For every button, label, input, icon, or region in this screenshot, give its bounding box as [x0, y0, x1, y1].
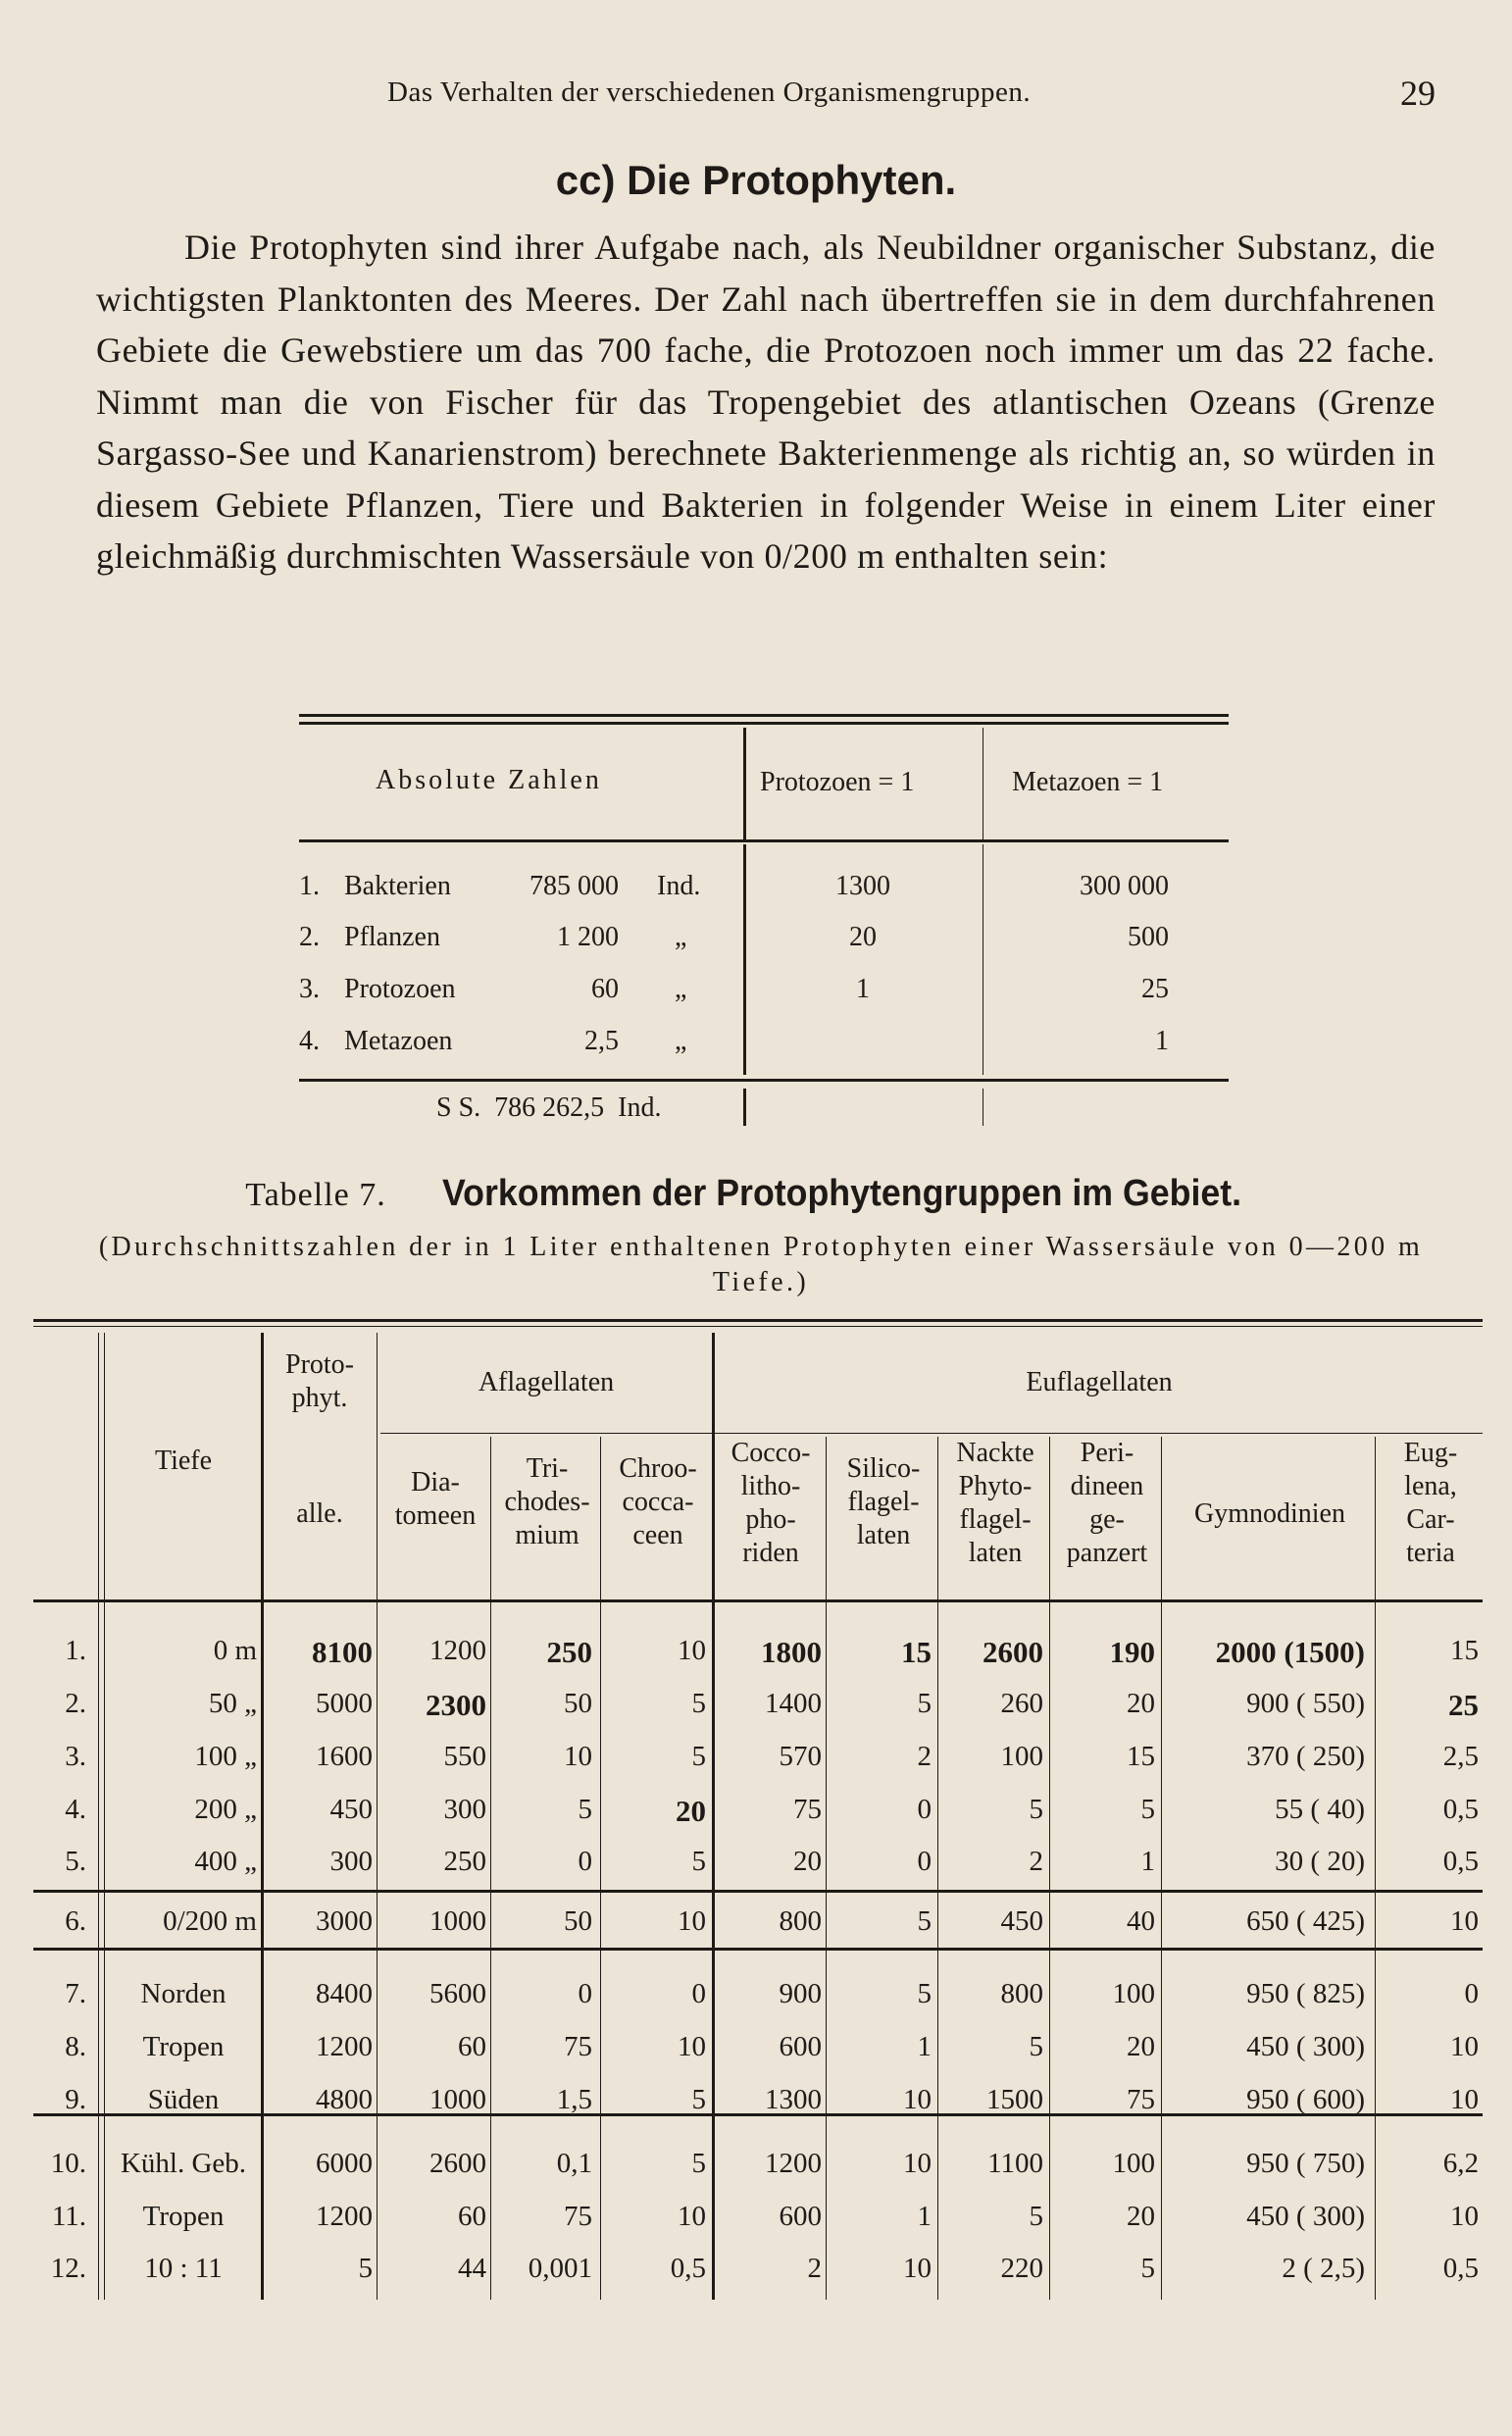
- table1-cell-unit: „: [675, 974, 687, 1004]
- table2-cell-nackte: 5: [1029, 2031, 1043, 2062]
- table2-cell-num: 2.: [65, 1688, 86, 1719]
- table-note: (Durchschnittszahlen der in 1 Liter enthaltenen Protophyten einer Wassersäule von 0—200 m Tiefe.): [98, 1232, 1424, 1297]
- table2-cell-eug: 0,5: [1442, 1846, 1479, 1877]
- protophyten-table: [33, 1319, 1483, 2300]
- header-peridineen: Peri- dineen ge- panzert: [1066, 1438, 1148, 1568]
- table2-cell-peri: 100: [1112, 2148, 1155, 2179]
- table2-cell-num: 9.: [65, 2084, 86, 2115]
- table2-row: [33, 2253, 1483, 2304]
- header-metazoen: Metazoen = 1: [1012, 767, 1164, 797]
- table2-cell-gymno: 650 ( 425): [1246, 1905, 1365, 1937]
- table2-row: [33, 1978, 1483, 2029]
- table2-cell-nackte: 5: [1029, 1794, 1043, 1825]
- table2-row: [33, 1741, 1483, 1792]
- table2-cell-gymno: 450 ( 300): [1246, 2201, 1365, 2232]
- table2-cell-tiefe: Tropen: [142, 2201, 225, 2232]
- table2-cell-dia: 2300: [426, 1688, 486, 1722]
- table2-cell-gymno: 950 ( 600): [1246, 2084, 1365, 2115]
- table2-cell-chroo: 5: [691, 1741, 706, 1772]
- table2-cell-chroo: 0: [691, 1978, 706, 2009]
- table2-cell-peri: 100: [1112, 1978, 1155, 2009]
- table2-cell-alle: 1200: [316, 2031, 373, 2062]
- table2-cell-tiefe: 100 „: [194, 1741, 257, 1772]
- table2-cell-gymno: 30 ( 20): [1275, 1846, 1365, 1877]
- table2-cell-eug: 2,5: [1442, 1741, 1479, 1772]
- table2-cell-dia: 60: [458, 2031, 486, 2062]
- table2-cell-alle: 1200: [316, 2201, 373, 2232]
- table1-cell-unit: Ind.: [657, 871, 701, 901]
- table2-cell-dia: 5600: [429, 1978, 486, 2009]
- table1-cell-name: Pflanzen: [344, 922, 440, 952]
- table2-cell-silico: 1: [917, 2031, 932, 2062]
- table2-cell-tiefe: 0 m: [213, 1635, 257, 1666]
- table2-cell-chroo: 10: [678, 1905, 706, 1937]
- table1-cell-unit: „: [675, 922, 687, 952]
- table2-cell-gymno: 370 ( 250): [1246, 1741, 1365, 1772]
- page-number: 29: [1400, 74, 1436, 113]
- table2-cell-cocco: 1200: [765, 2148, 822, 2179]
- table2-cell-num: 5.: [65, 1846, 86, 1877]
- table2-cell-tiefe: Norden: [140, 1978, 227, 2009]
- table1-cell-value: 785 000: [529, 871, 619, 901]
- table2-cell-nackte: 5: [1029, 2201, 1043, 2232]
- table1-cell-value: 2,5: [584, 1026, 619, 1056]
- table2-cell-tiefe: Süden: [147, 2084, 220, 2115]
- table1-cell-metazoen: 1: [1155, 1026, 1169, 1056]
- table2-cell-tri: 250: [546, 1635, 592, 1669]
- table2-cell-dia: 550: [443, 1741, 486, 1772]
- table2-cell-silico: 2: [917, 1741, 932, 1772]
- table2-cell-peri: 20: [1127, 1688, 1155, 1719]
- table1-cell-metazoen: 500: [1128, 922, 1169, 952]
- table2-cell-dia: 300: [443, 1794, 486, 1825]
- table2-cell-tri: 75: [564, 2031, 592, 2062]
- header-aflagellaten: Aflagellaten: [478, 1367, 615, 1397]
- table1-cell-metazoen: 300 000: [1080, 871, 1169, 901]
- table2-cell-cocco: 20: [793, 1846, 822, 1877]
- table2-cell-nackte: 100: [1000, 1741, 1043, 1772]
- sum-row: S S. 786 262,5 Ind.: [436, 1092, 662, 1123]
- table2-cell-tiefe: Kühl. Geb.: [120, 2148, 247, 2179]
- table2-cell-alle: 6000: [316, 2148, 373, 2179]
- table2-cell-gymno: 55 ( 40): [1275, 1794, 1365, 1825]
- table2-cell-tri: 0: [578, 1846, 592, 1877]
- header-euglena: Eug- lena, Car- teria: [1403, 1438, 1458, 1568]
- table2-cell-chroo: 10: [678, 2031, 706, 2062]
- table2-cell-num: 3.: [65, 1741, 86, 1772]
- table1-row: [299, 974, 1229, 1025]
- table2-cell-eug: 0,5: [1442, 2253, 1479, 2284]
- absolute-numbers-table: [299, 714, 1229, 1126]
- table2-cell-tiefe: 50 „: [208, 1688, 257, 1719]
- table2-cell-cocco: 600: [779, 2201, 822, 2232]
- table2-cell-gymno: 950 ( 825): [1246, 1978, 1365, 2009]
- table1-cell-unit: „: [675, 1026, 687, 1056]
- table1-cell-num: 3.: [299, 974, 320, 1004]
- table2-cell-dia: 1000: [429, 2084, 486, 2115]
- table2-row: [33, 1846, 1483, 1897]
- body-paragraph: [96, 222, 1436, 583]
- table2-cell-silico: 10: [903, 2148, 932, 2179]
- table2-cell-chroo: 0,5: [670, 2253, 706, 2284]
- table2-cell-tri: 50: [564, 1688, 592, 1719]
- table2-cell-alle: 8100: [312, 1635, 373, 1669]
- table2-cell-cocco: 900: [779, 1978, 822, 2009]
- header-alle: alle.: [296, 1498, 343, 1529]
- header-absolute: Absolute Zahlen: [376, 765, 602, 795]
- table2-cell-gymno: 900 ( 550): [1246, 1688, 1365, 1719]
- header-coccolithophoriden: Cocco- litho- pho- riden: [731, 1438, 811, 1568]
- table2-cell-tri: 10: [564, 1741, 592, 1772]
- table1-cell-name: Protozoen: [344, 974, 456, 1004]
- table2-cell-silico: 15: [901, 1635, 932, 1669]
- table2-cell-chroo: 5: [691, 2148, 706, 2179]
- table2-cell-tiefe: 0/200 m: [163, 1905, 257, 1937]
- table2-cell-num: 6.: [65, 1905, 86, 1937]
- table2-cell-num: 10.: [50, 2148, 86, 2179]
- table2-cell-chroo: 10: [678, 1635, 706, 1666]
- table2-cell-num: 11.: [51, 2201, 86, 2232]
- table2-cell-alle: 4800: [316, 2084, 373, 2115]
- table2-cell-dia: 250: [443, 1846, 486, 1877]
- table2-cell-dia: 44: [458, 2253, 486, 2284]
- running-head: Das Verhalten der verschiedenen Organismengruppen.: [387, 76, 1032, 108]
- table2-cell-num: 12.: [50, 2253, 86, 2284]
- table2-cell-num: 8.: [65, 2031, 86, 2062]
- header-nackte: Nackte Phyto- flagel- laten: [956, 1438, 1034, 1568]
- table1-row: [299, 922, 1229, 973]
- table2-cell-tri: 1,5: [556, 2084, 592, 2115]
- table2-cell-silico: 1: [917, 2201, 932, 2232]
- table2-cell-cocco: 570: [779, 1741, 822, 1772]
- table2-cell-tiefe: 200 „: [194, 1794, 257, 1825]
- table2-row: [33, 2031, 1483, 2082]
- table1-cell-num: 1.: [299, 871, 320, 901]
- table1-cell-num: 4.: [299, 1026, 320, 1056]
- table2-cell-peri: 75: [1127, 2084, 1155, 2115]
- table2-cell-cocco: 2: [807, 2253, 822, 2284]
- table2-row: [33, 2148, 1483, 2199]
- table1-cell-name: Metazoen: [344, 1026, 453, 1056]
- header-silicoflagellaten: Silico- flagel- laten: [846, 1453, 921, 1550]
- table2-cell-silico: 10: [903, 2084, 932, 2115]
- table2-cell-tri: 5: [578, 1794, 592, 1825]
- table2-cell-nackte: 1100: [987, 2148, 1043, 2179]
- header-trichodesmium: Tri- chodes- mium: [504, 1453, 590, 1550]
- table2-row: [33, 1794, 1483, 1845]
- table2-cell-nackte: 2600: [983, 1635, 1043, 1669]
- table2-cell-eug: 25: [1448, 1688, 1479, 1722]
- table1-cell-protozoen: 1300: [835, 871, 890, 901]
- table2-row: [33, 1688, 1483, 1739]
- header-euflagellaten: Euflagellaten: [1026, 1367, 1173, 1397]
- table2-cell-peri: 5: [1140, 1794, 1155, 1825]
- table2-row: [33, 2201, 1483, 2252]
- table2-cell-alle: 300: [329, 1846, 373, 1877]
- section-title: cc) Die Protophyten.: [555, 157, 957, 203]
- table2-cell-eug: 0: [1464, 1978, 1479, 2009]
- table2-cell-alle: 5: [358, 2253, 373, 2284]
- table2-cell-chroo: 20: [676, 1794, 706, 1828]
- table2-cell-silico: 0: [917, 1794, 932, 1825]
- table2-row: [33, 2084, 1483, 2135]
- table2-cell-gymno: 2 ( 2,5): [1282, 2253, 1365, 2284]
- table2-cell-eug: 10: [1450, 1905, 1479, 1937]
- table2-cell-alle: 3000: [316, 1905, 373, 1937]
- table2-cell-num: 1.: [65, 1635, 86, 1666]
- header-protozoen: Protozoen = 1: [760, 767, 915, 797]
- table2-cell-num: 7.: [65, 1978, 86, 2009]
- table2-cell-eug: 10: [1450, 2201, 1479, 2232]
- table2-cell-tri: 50: [564, 1905, 592, 1937]
- table2-cell-tri: 0,001: [528, 2253, 592, 2284]
- table2-cell-gymno: 2000 (1500): [1215, 1635, 1365, 1669]
- table2-cell-alle: 1600: [316, 1741, 373, 1772]
- table2-cell-nackte: 1500: [986, 2084, 1043, 2115]
- table2-cell-chroo: 5: [691, 1846, 706, 1877]
- table2-cell-num: 4.: [65, 1794, 86, 1825]
- table2-cell-silico: 10: [903, 2253, 932, 2284]
- table2-cell-cocco: 1800: [761, 1635, 822, 1669]
- table2-cell-eug: 10: [1450, 2084, 1479, 2115]
- table2-cell-nackte: 260: [1000, 1688, 1043, 1719]
- table1-cell-name: Bakterien: [344, 871, 451, 901]
- table2-cell-tri: 0: [578, 1978, 592, 2009]
- table2-cell-silico: 5: [917, 1688, 932, 1719]
- table2-cell-cocco: 75: [793, 1794, 822, 1825]
- table2-cell-cocco: 800: [779, 1905, 822, 1937]
- table2-cell-eug: 6,2: [1442, 2148, 1479, 2179]
- table2-cell-peri: 5: [1140, 2253, 1155, 2284]
- table2-cell-dia: 1200: [429, 1635, 486, 1666]
- table2-cell-eug: 15: [1450, 1635, 1479, 1666]
- table2-cell-silico: 0: [917, 1846, 932, 1877]
- table2-cell-tiefe: 400 „: [194, 1846, 257, 1877]
- table2-cell-eug: 10: [1450, 2031, 1479, 2062]
- table2-cell-tiefe: 10 : 11: [144, 2253, 223, 2284]
- table1-cell-protozoen: 20: [849, 922, 877, 952]
- table2-cell-gymno: 450 ( 300): [1246, 2031, 1365, 2062]
- table2-cell-peri: 1: [1140, 1846, 1155, 1877]
- table2-cell-tiefe: Tropen: [142, 2031, 225, 2062]
- table2-cell-nackte: 800: [1000, 1978, 1043, 2009]
- table2-cell-cocco: 600: [779, 2031, 822, 2062]
- table2-cell-chroo: 5: [691, 1688, 706, 1719]
- table2-cell-tri: 75: [564, 2201, 592, 2232]
- header-gymnodinien: Gymnodinien: [1194, 1498, 1345, 1529]
- table-caption: [0, 1173, 1512, 1215]
- table2-row: [33, 1635, 1483, 1686]
- table2-cell-dia: 1000: [429, 1905, 486, 1937]
- table2-cell-peri: 15: [1127, 1741, 1155, 1772]
- table2-cell-nackte: 450: [1000, 1905, 1043, 1937]
- table2-cell-tri: 0,1: [556, 2148, 592, 2179]
- table-title: Vorkommen der Protophytengruppen im Gebiet.: [441, 1173, 1241, 1214]
- paragraph-text: Die Protophyten sind ihrer Aufgabe nach, als Neubildner organischer Substanz, die wichtigsten Planktonten des Meeres. Der Zahl nach übertreffen sie in dem durchfahrenen Gebiete die Gewebstiere um das 700 fache, die Protozoen noch immer um das 22 fache. Nimmt man die von Fischer für das Tropengebiet des atlantischen Ozeans (Grenze Sargasso-See und Kanarienstrom) berechnete Bakterienmenge als richtig an, so würden in diesem Gebiete Pflanzen, Tiere und Bakterien in folgender Weise in einem Liter einer gleichmäßig durchmischten Wassersäule von 0/200 m enthalten sein:: [96, 228, 1436, 576]
- table2-cell-dia: 2600: [429, 2148, 486, 2179]
- table1-cell-metazoen: 25: [1141, 974, 1169, 1004]
- table2-row: [33, 1905, 1483, 1956]
- table2-cell-dia: 60: [458, 2201, 486, 2232]
- table1-cell-value: 60: [591, 974, 619, 1004]
- table2-cell-peri: 20: [1127, 2201, 1155, 2232]
- table2-cell-chroo: 5: [691, 2084, 706, 2115]
- table2-cell-peri: 40: [1127, 1905, 1155, 1937]
- table1-cell-value: 1 200: [557, 922, 619, 952]
- table2-cell-cocco: 1300: [765, 2084, 822, 2115]
- table2-cell-gymno: 950 ( 750): [1246, 2148, 1365, 2179]
- table1-cell-protozoen: 1: [856, 974, 870, 1004]
- table2-cell-silico: 5: [917, 1978, 932, 2009]
- table2-cell-alle: 5000: [316, 1688, 373, 1719]
- table2-cell-chroo: 10: [678, 2201, 706, 2232]
- table2-cell-eug: 0,5: [1442, 1794, 1479, 1825]
- table2-cell-alle: 8400: [316, 1978, 373, 2009]
- table2-cell-nackte: 220: [1000, 2253, 1043, 2284]
- header-diatomeen: Dia- tomeen: [394, 1467, 477, 1531]
- header-protophyt: Proto- phyt.: [285, 1349, 354, 1413]
- table-number: Tabelle 7.: [245, 1177, 386, 1213]
- table2-cell-peri: 20: [1127, 2031, 1155, 2062]
- table2-cell-silico: 5: [917, 1905, 932, 1937]
- table2-cell-alle: 450: [329, 1794, 373, 1825]
- table2-cell-nackte: 2: [1029, 1846, 1043, 1877]
- header-tiefe: Tiefe: [154, 1446, 213, 1476]
- table2-cell-peri: 190: [1109, 1635, 1155, 1669]
- table1-cell-num: 2.: [299, 922, 320, 952]
- table2-cell-cocco: 1400: [765, 1688, 822, 1719]
- header-chroococcaceen: Chroo- cocca- ceen: [619, 1453, 697, 1550]
- table1-row: [299, 871, 1229, 922]
- table1-row: [299, 1026, 1229, 1077]
